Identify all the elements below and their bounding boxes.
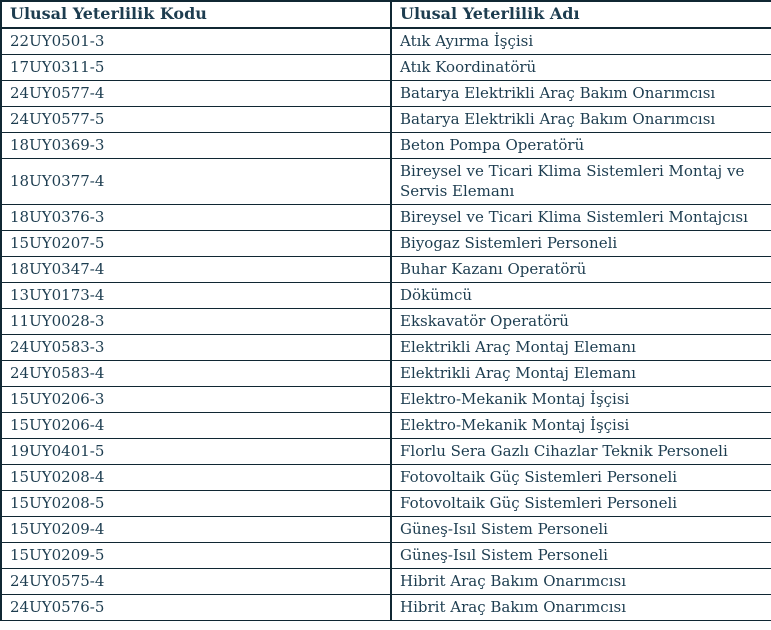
qualification-code-cell: 24UY0577-4: [1, 81, 391, 107]
qualification-name-cell: Batarya Elektrikli Araç Bakım Onarımcısı: [391, 81, 771, 107]
qualification-code-cell: 18UY0376-3: [1, 205, 391, 231]
qualification-code-cell: 11UY0028-3: [1, 309, 391, 335]
qualification-name-cell: Hibrit Araç Bakım Onarımcısı: [391, 595, 771, 621]
qualification-code-cell: 15UY0207-5: [1, 231, 391, 257]
qualification-code-cell: 15UY0208-5: [1, 491, 391, 517]
qualification-code-cell: 15UY0206-3: [1, 387, 391, 413]
qualification-name-cell: Elektrikli Araç Montaj Elemanı: [391, 361, 771, 387]
qualification-name-cell: Bireysel ve Ticari Klima Sistemleri Montaj ve Servis Elemanı: [391, 159, 771, 205]
column-header-code: Ulusal Yeterlilik Kodu: [1, 1, 391, 28]
table-row: [1, 231, 771, 257]
table-row: [1, 107, 771, 133]
table-row: [1, 465, 771, 491]
table-row: [1, 569, 771, 595]
table-row: [1, 81, 771, 107]
qualification-code-cell: 24UY0577-5: [1, 107, 391, 133]
table-row: [1, 28, 771, 55]
table-row: [1, 517, 771, 543]
qualification-name-cell: Buhar Kazanı Operatörü: [391, 257, 771, 283]
qualification-name-cell: Dökümcü: [391, 283, 771, 309]
table-row: [1, 133, 771, 159]
qualification-name-cell: Güneş-Isıl Sistem Personeli: [391, 543, 771, 569]
qualification-name-cell: Biyogaz Sistemleri Personeli: [391, 231, 771, 257]
qualification-name-cell: Florlu Sera Gazlı Cihazlar Teknik Personeli: [391, 439, 771, 465]
qualification-code-cell: 24UY0583-3: [1, 335, 391, 361]
qualification-name-cell: Güneş-Isıl Sistem Personeli: [391, 517, 771, 543]
table-row: [1, 257, 771, 283]
qualification-name-cell: Bireysel ve Ticari Klima Sistemleri Montajcısı: [391, 205, 771, 231]
qualification-name-cell: Atık Koordinatörü: [391, 55, 771, 81]
qualification-code-cell: 15UY0209-4: [1, 517, 391, 543]
table-header: [1, 1, 771, 28]
table-row: [1, 491, 771, 517]
table-row: [1, 159, 771, 205]
column-header-name: Ulusal Yeterlilik Adı: [391, 1, 771, 28]
qualification-code-cell: 15UY0209-5: [1, 543, 391, 569]
qualification-code-cell: 22UY0501-3: [1, 28, 391, 55]
table-row: [1, 413, 771, 439]
qualification-name-cell: Fotovoltaik Güç Sistemleri Personeli: [391, 491, 771, 517]
table-row: [1, 439, 771, 465]
table-row: [1, 361, 771, 387]
table-row: [1, 205, 771, 231]
qualification-code-cell: 15UY0208-4: [1, 465, 391, 491]
table-row: [1, 335, 771, 361]
table-row: [1, 309, 771, 335]
table-body: [1, 28, 771, 621]
qualification-code-cell: 15UY0206-4: [1, 413, 391, 439]
qualification-code-cell: 19UY0401-5: [1, 439, 391, 465]
qualification-name-cell: Hibrit Araç Bakım Onarımcısı: [391, 569, 771, 595]
table-row: [1, 387, 771, 413]
qualification-name-cell: Batarya Elektrikli Araç Bakım Onarımcısı: [391, 107, 771, 133]
qualification-code-cell: 18UY0347-4: [1, 257, 391, 283]
qualification-code-cell: 13UY0173-4: [1, 283, 391, 309]
qualification-code-cell: 18UY0377-4: [1, 159, 391, 205]
table-row: [1, 595, 771, 621]
table-row: [1, 543, 771, 569]
qualification-name-cell: Elektrikli Araç Montaj Elemanı: [391, 335, 771, 361]
table-row: [1, 55, 771, 81]
qualification-name-cell: Beton Pompa Operatörü: [391, 133, 771, 159]
qualification-code-cell: 24UY0583-4: [1, 361, 391, 387]
qualification-name-cell: Atık Ayırma İşçisi: [391, 28, 771, 55]
qualification-code-cell: 18UY0369-3: [1, 133, 391, 159]
qualification-name-cell: Elektro-Mekanik Montaj İşçisi: [391, 413, 771, 439]
qualification-name-cell: Elektro-Mekanik Montaj İşçisi: [391, 387, 771, 413]
header-row: [1, 1, 771, 28]
qualification-name-cell: Ekskavatör Operatörü: [391, 309, 771, 335]
table-row: [1, 283, 771, 309]
qualification-code-cell: 24UY0576-5: [1, 595, 391, 621]
qualification-name-cell: Fotovoltaik Güç Sistemleri Personeli: [391, 465, 771, 491]
qualification-code-cell: 17UY0311-5: [1, 55, 391, 81]
qualification-code-cell: 24UY0575-4: [1, 569, 391, 595]
